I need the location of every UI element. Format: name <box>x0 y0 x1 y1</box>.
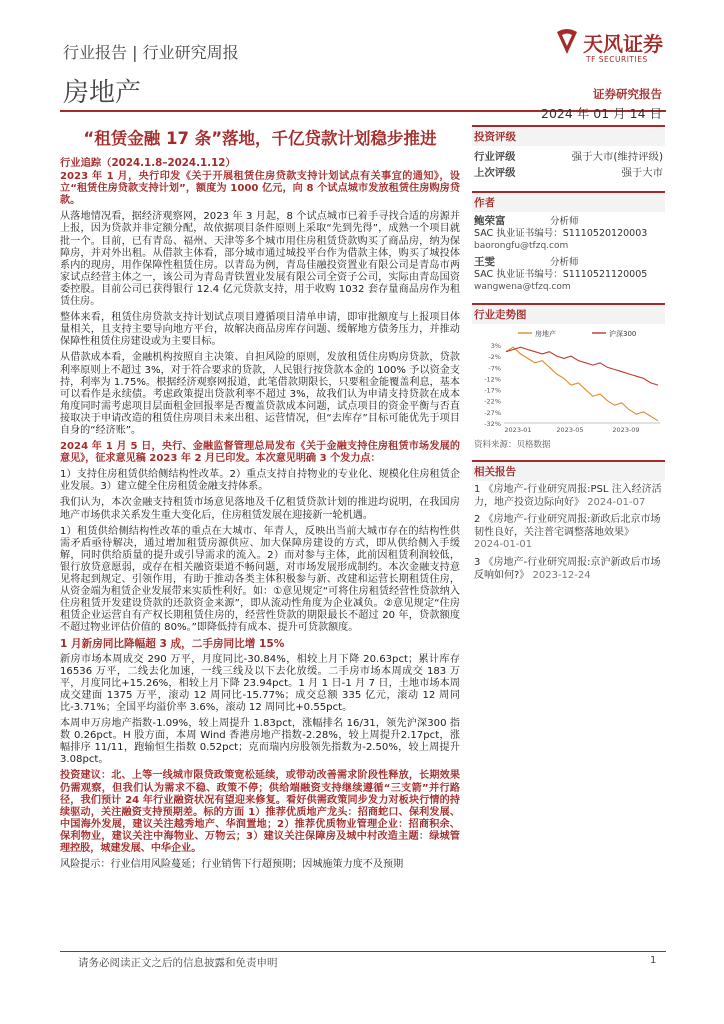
paragraph-analysis: 1）租赁供给侧结构性改革的重点在大城市、年青人，反映出当前大城市存在的结构性供需矛盾亟待解决，通过增加租赁房源供应、加大保障房建设的方式，即从供给侧入手缓解，同时供给质量的提升或引导需求的流入。2）而对参与主体，此前因租赁利润较低，银行放贷意愿弱，或存在相关融资渠道不畅问题，对市场发展形成制约。本次金融支持意见将起到规定、引领作用，有助于推动各类主体积极参与新、改建和运营长期租赁住房，从资金端为租赁企业发展带来实质性利好。如：①意见规定“可将住房租赁经营性贷款纳入住房租赁开发建设贷款的还款资金来源”，即从流动性角度为企业减负。②意见规定“住房租赁企业运营自有产权长期租赁住房的，经营性贷款的期限最长不超过 20 年，贷款额度不超过物业评估价值的 80%。”即降低持有成本、提升可贷款额度。 <box>60 525 460 634</box>
related-report-date: 2024-01-07 <box>587 496 646 508</box>
trend-chart <box>472 327 665 437</box>
previous-rating-label: 上次评级 <box>474 167 516 179</box>
sidebar <box>472 125 665 587</box>
x-tick-label: 2023-01 <box>504 426 532 434</box>
risk-warning: 风险提示：行业信用风险蔓延；行业销售下行超预期；因城施策力度不及预期 <box>60 859 404 871</box>
paragraph-implementation: 从落地情况看，据经济观察网，2023 年 3 月起，8 个试点城市已着手寻找合适的房源并上报，因为贷款并非定额分配，故依据项目条件原则上采取“先到先得”，成熟一个项目就批一个。目前，已有青岛、福州、天津等多个城市用住房租赁贷款购买了商品房，纳为保障房，并对外出租。从借款主体看，部分城市通过城投平台作为借款主体，购买了城投体系内的现房，用作保障性租赁住房。以青岛为例，青岛佳融投资置业有限公司是青岛市两家试点经营主体之一，该公司为青岛青铁置业发展有限公司全资子公司，实际由青岛国资委控股。目前公司已获得银行 12.4 亿元贷款支持，用于收购 1032 套存量商品房作为租赁住房。 <box>60 211 460 308</box>
y-tick-label: -17% <box>484 386 501 395</box>
report-date: 2024 年 01 月 14 日 <box>541 106 662 121</box>
author-card <box>472 215 665 252</box>
paragraph-overall: 整体来看，租赁住房贷款支持计划试点项目遵循项目清单申请，即审批额度与上报项目体量相关，且支持主要导向地方平台，故解决商品房库存问题、缓解地方债务压力，并推动保障性租赁住房建设或为主要目标。 <box>60 312 460 348</box>
industry-rating-label: 行业评级 <box>474 151 516 163</box>
section-heading-market: 1 月新房同比降幅超 3 成，二手房同比增 15% <box>60 638 285 651</box>
logo-name-en: TF SECURITIES <box>586 55 648 64</box>
report-category: 行业报告 | 行业研究周报 <box>63 43 239 62</box>
author-name: 鲍荣富 <box>474 215 506 227</box>
trend-chart-svg <box>472 327 665 437</box>
author-role: 分析师 <box>550 216 579 227</box>
page-number: 1 <box>650 955 657 966</box>
logo-name: 天风证券 <box>583 32 663 56</box>
main-body <box>60 157 460 875</box>
y-tick-label: -2% <box>488 353 501 362</box>
related-report-date: 2023-12-24 <box>532 569 591 581</box>
y-tick-label: -7% <box>488 364 501 373</box>
paragraph-new-guideline: 2024 年 1 月 5 日，央行、金融监督管理总局发布《关于金融支持住房租赁市场发展的意见》，征求意见稿 2023 年 2 月已印发。本次意见明确 3 个发力点： <box>60 441 460 465</box>
footer-disclaimer: 请务必阅读正文之后的信息披露和免责申明 <box>78 957 278 969</box>
report-type: 证券研究报告 <box>593 87 662 101</box>
paragraph-investment-advice: 投资建议：北、上等一线城市限贷政策宽松延续，或带动改善需求阶段性释放，长期效果仍需观察，但我们认为需求不稳、政策不停；供给端融资支持继续遵循“三支箭”并行路径，我们预计 24 年行业融资状况有望迎来修复。看好供需政策同步发力对板块行情的持续驱动，关注融资支持预期差。标的方面 1）推荐优质地产龙头：招商蛇口、保利发展、中国海外发展，建议关注越秀地产、华润置地；2）推荐优质物业管理企业：招商积余、保利物业，建议关注中海物业、万物云；3）建议关注保障房及城中村改造主题：绿城管理控股，城建发展、中华企业。 <box>60 770 460 854</box>
related-report-title[interactable]: 2 《房地产-行业研究周报:新政后北京市场韧性良好，关注普宅调整落地效果》 <box>474 514 661 538</box>
author-sac: SAC 执业证书编号：S1110521120005 <box>474 269 648 280</box>
logo-mark-icon <box>553 26 581 56</box>
author-card <box>472 256 665 293</box>
y-tick-label: 3% <box>490 342 501 350</box>
industry-title: 房地产 <box>63 78 142 108</box>
paragraph-market-data: 新房市场本周成交 290 万平，月度同比-30.84%，相较上月下降 20.63pct；累计库存 16536 万平，二线去化加速，一线三线及以下去化放缓。二手房市场本周成交 183 万平，月度同比+15.26%，相较上月下降 23.94pct。1 月 1 日-1 月 7 日，土地市场本周成交建面 1375 万平，滚动 12 周同比-15.77%；成交总额 335 亿元，滚动 12 周同比-3.71%；全国平均溢价率 3.6%，滚动 12 周同比+0.55pct。 <box>60 653 460 713</box>
related-report-item[interactable] <box>472 484 665 509</box>
y-tick-label: -12% <box>484 375 501 384</box>
authors-heading: 作者 <box>472 191 665 212</box>
footer-divider <box>60 951 666 952</box>
series-line-real-estate <box>506 347 658 421</box>
chart-source: 资料来源：贝格数据 <box>474 440 551 450</box>
rating-heading: 投资评级 <box>472 125 665 146</box>
related-reports-heading: 相关报告 <box>472 460 665 481</box>
related-report-item[interactable] <box>472 557 665 582</box>
trend-chart-heading: 行业走势图 <box>472 303 665 324</box>
company-logo <box>553 26 678 70</box>
industry-rating-row <box>472 149 665 165</box>
previous-rating-value: 强于大市 <box>621 167 663 179</box>
related-report-date: 2024-01-01 <box>474 539 533 551</box>
paragraph-opinion: 我们认为，本次金融支持租赁市场意见落地及千亿租赁贷款计划的推进均说明，在我国房地产市场供求关系发生重大变化后，住房租赁发展在迎接新一轮机遇。 <box>60 497 460 521</box>
x-tick-label: 2023-09 <box>612 426 640 434</box>
paragraph-focus-points: 1）支持住房租赁供给侧结构性改革。2）重点支持自持物业的专业化、规模化住房租赁企业发展。3）建立健全住房租赁金融支持体系。 <box>60 469 460 493</box>
series-line-csi300 <box>506 347 658 385</box>
related-report-title[interactable]: 3 《房地产-行业研究周报:京沪新政后市场反响如何?》 <box>474 556 661 581</box>
x-tick-label: 2023-05 <box>556 426 584 434</box>
y-tick-label: -22% <box>484 397 501 406</box>
y-tick-label: -27% <box>484 408 501 417</box>
report-headline: “租赁金融 17 条”落地，千亿贷款计划稳步推进 <box>83 129 437 148</box>
author-role: 分析师 <box>550 257 579 268</box>
paragraph-index: 本周申万房地产指数-1.09%，较上周提升 1.83pct，涨幅排名 16/31，领先沪深300 指数 0.26pct。H 股方面，本周 Wind 香港房地产指数-2.28%，较上周提升2.17pct，涨幅排序 11/11，跑输恒生指数 0.52pct；克而瑞内房股领先指数为-2.50%，较上周提升 3.08pct。 <box>60 718 460 766</box>
paragraph-policy-intro: 2023 年 1 月，央行印发《关于开展租赁住房贷款支持计划试点有关事宜的通知》，设立“租赁住房贷款支持计划”，额度为 1000 亿元，向 8 个试点城市发放租赁住房购房贷款。 <box>60 171 460 207</box>
paragraph-cost: 从借款成本看，金融机构按照自主决策、自担风险的原则，发放租赁住房购房贷款，贷款利率原则上不超过 3%，对于符合要求的贷款，人民银行按贷款本金的 100% 予以资金支持，利率为 1.75%。根据经济观察网报道，此笔借款期限长，只要租金能覆盖利息，基本可以看作是永续债。考虑政策提出贷款利率不超过 3%，故我们认为申请支持贷款在成本角度同时需考虑项目层面租金回报率是否覆盖贷款成本问题，试点项目的资金平衡与否直接取决于申请改造的租赁住房项目未来出租、运营情况，但“去库存”目标可能优先于项目自身的“经济账”。 <box>60 352 460 436</box>
industry-rating-value: 强于大市(维持评级) <box>571 151 663 163</box>
author-name: 王雯 <box>474 256 495 268</box>
tracking-period: 行业追踪（2024.1.8–2024.1.12） <box>60 157 236 169</box>
legend-label: 沪深300 <box>609 330 637 338</box>
legend-label: 房地产 <box>535 330 556 338</box>
related-report-title[interactable]: 1 《房地产-行业研究周报:PSL 注入经济活力，地产投资边际向好》 <box>474 484 662 508</box>
previous-rating-row <box>472 165 665 181</box>
y-tick-label: -32% <box>484 420 501 428</box>
related-report-item[interactable] <box>472 514 665 552</box>
author-email[interactable]: wangwena@tfzq.com <box>474 282 571 292</box>
author-sac: SAC 执业证书编号：S1110520120003 <box>474 228 648 239</box>
author-email[interactable]: baorongfu@tfzq.com <box>474 241 569 251</box>
